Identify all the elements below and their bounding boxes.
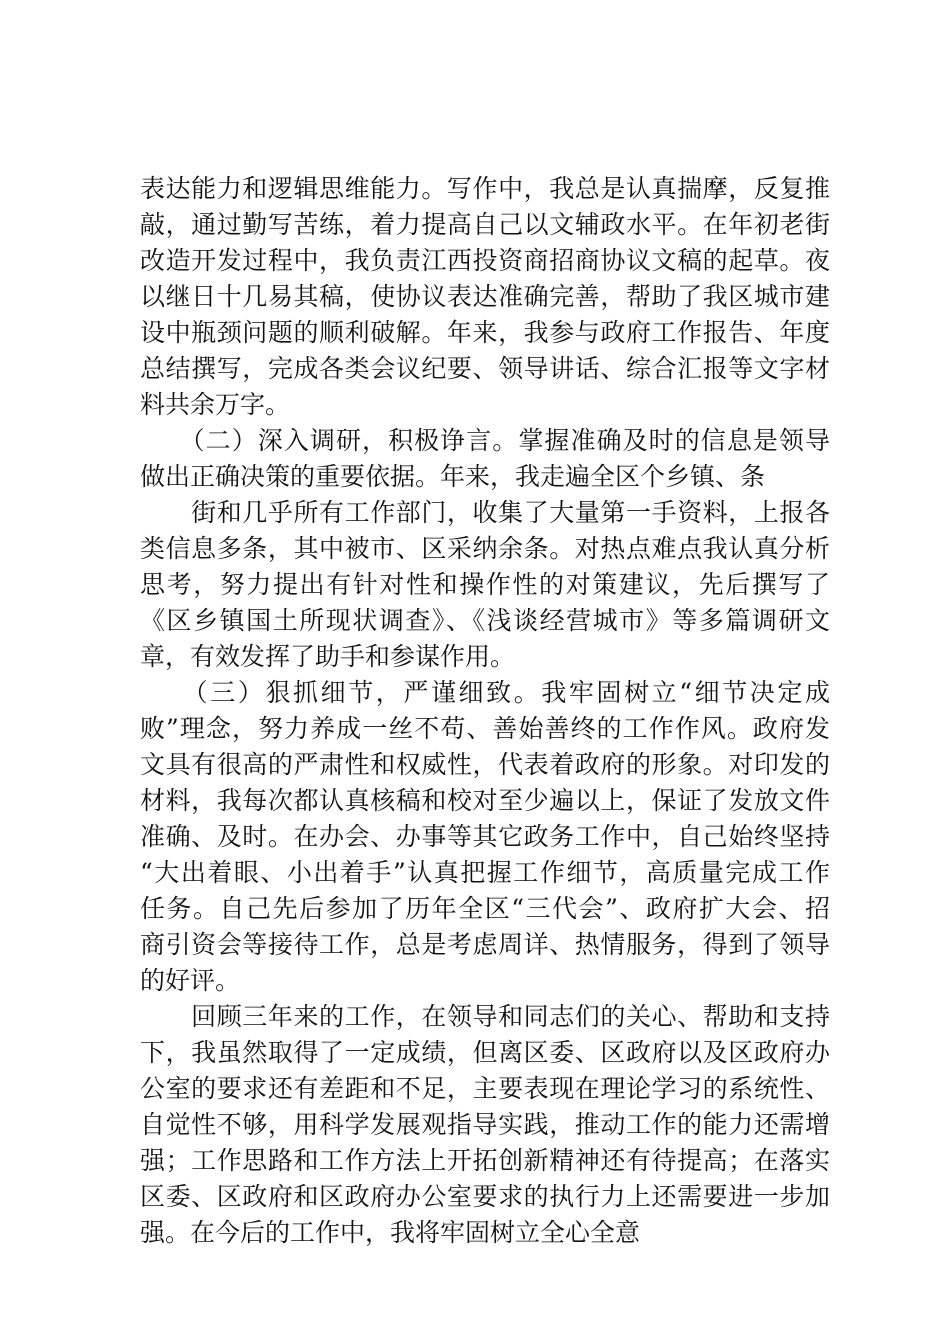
body-line: 敲，通过勤写苦练，着力提高自己以文辅政水平。在年初老街 [140,210,830,239]
body-line: 以继日十几易其稿，使协议表达准确完善，帮助了我区城市建 [140,282,830,311]
body-line: 文具有很高的严肃性和权威性，代表着政府的形象。对印发的 [140,750,830,779]
body-line: 下，我虽然取得了一定成绩，但离区委、区政府以及区政府办 [140,1038,830,1067]
body-line: 类信息多条，其中被市、区采纳余条。对热点难点我认真分析 [140,534,830,563]
body-line: 商引资会等接待工作，总是考虑周详、热情服务，得到了领导 [140,930,830,959]
body-line: 《区乡镇国土所现状调查》、《浅谈经营城市》等多篇调研文 [140,606,830,635]
body-line: 公室的要求还有差距和不足，主要表现在理论学习的系统性、 [140,1074,830,1103]
body-line: 街和几乎所有工作部门，收集了大量第一手资料，上报各 [140,498,830,527]
body-line: 回顾三年来的工作，在领导和同志们的关心、帮助和支持 [140,1002,830,1031]
body-line: （二）深入调研，积极诤言。掌握准确及时的信息是领导 [140,426,830,455]
body-line: （三）狠抓细节，严谨细致。我牢固树立“细节决定成 [140,678,830,707]
body-line: 设中瓶颈问题的顺利破解。年来，我参与政府工作报告、年度 [140,318,830,347]
body-line: 材料，我每次都认真核稿和校对至少遍以上，保证了发放文件 [140,786,830,815]
body-line: 总结撰写，完成各类会议纪要、领导讲话、综合汇报等文字材 [140,354,830,383]
body-line: “大出着眼、小出着手”认真把握工作细节，高质量完成工作 [140,858,830,887]
body-line: 强。在今后的工作中，我将牢固树立全心全意 [140,1218,641,1247]
body-line: 自觉性不够，用科学发展观指导实践，推动工作的能力还需增 [140,1110,830,1139]
body-line: 表达能力和逻辑思维能力。写作中，我总是认真揣摩，反复推 [140,174,830,203]
body-line: 做出正确决策的重要依据。年来，我走遍全区个乡镇、条 [140,462,766,491]
body-line: 准确、及时。在办会、办事等其它政务工作中，自己始终坚持 [140,822,830,851]
body-line: 思考，努力提出有针对性和操作性的对策建议，先后撰写了 [140,570,830,599]
body-line: 章，有效发挥了助手和参谋作用。 [140,642,516,671]
body-line: 区委、区政府和区政府办公室要求的执行力上还需要进一步加 [140,1182,830,1211]
body-line: 料共余万字。 [140,390,291,419]
body-line: 任务。自己先后参加了历年全区“三代会”、政府扩大会、招 [140,894,830,923]
body-line: 改造开发过程中，我负责江西投资商招商协议文稿的起草。夜 [140,246,830,275]
body-line: 的好评。 [140,966,241,995]
body-line: 败”理念，努力养成一丝不苟、善始善终的工作作风。政府发 [140,714,830,743]
body-line: 强；工作思路和工作方法上开拓创新精神还有待提高；在落实 [140,1146,830,1175]
